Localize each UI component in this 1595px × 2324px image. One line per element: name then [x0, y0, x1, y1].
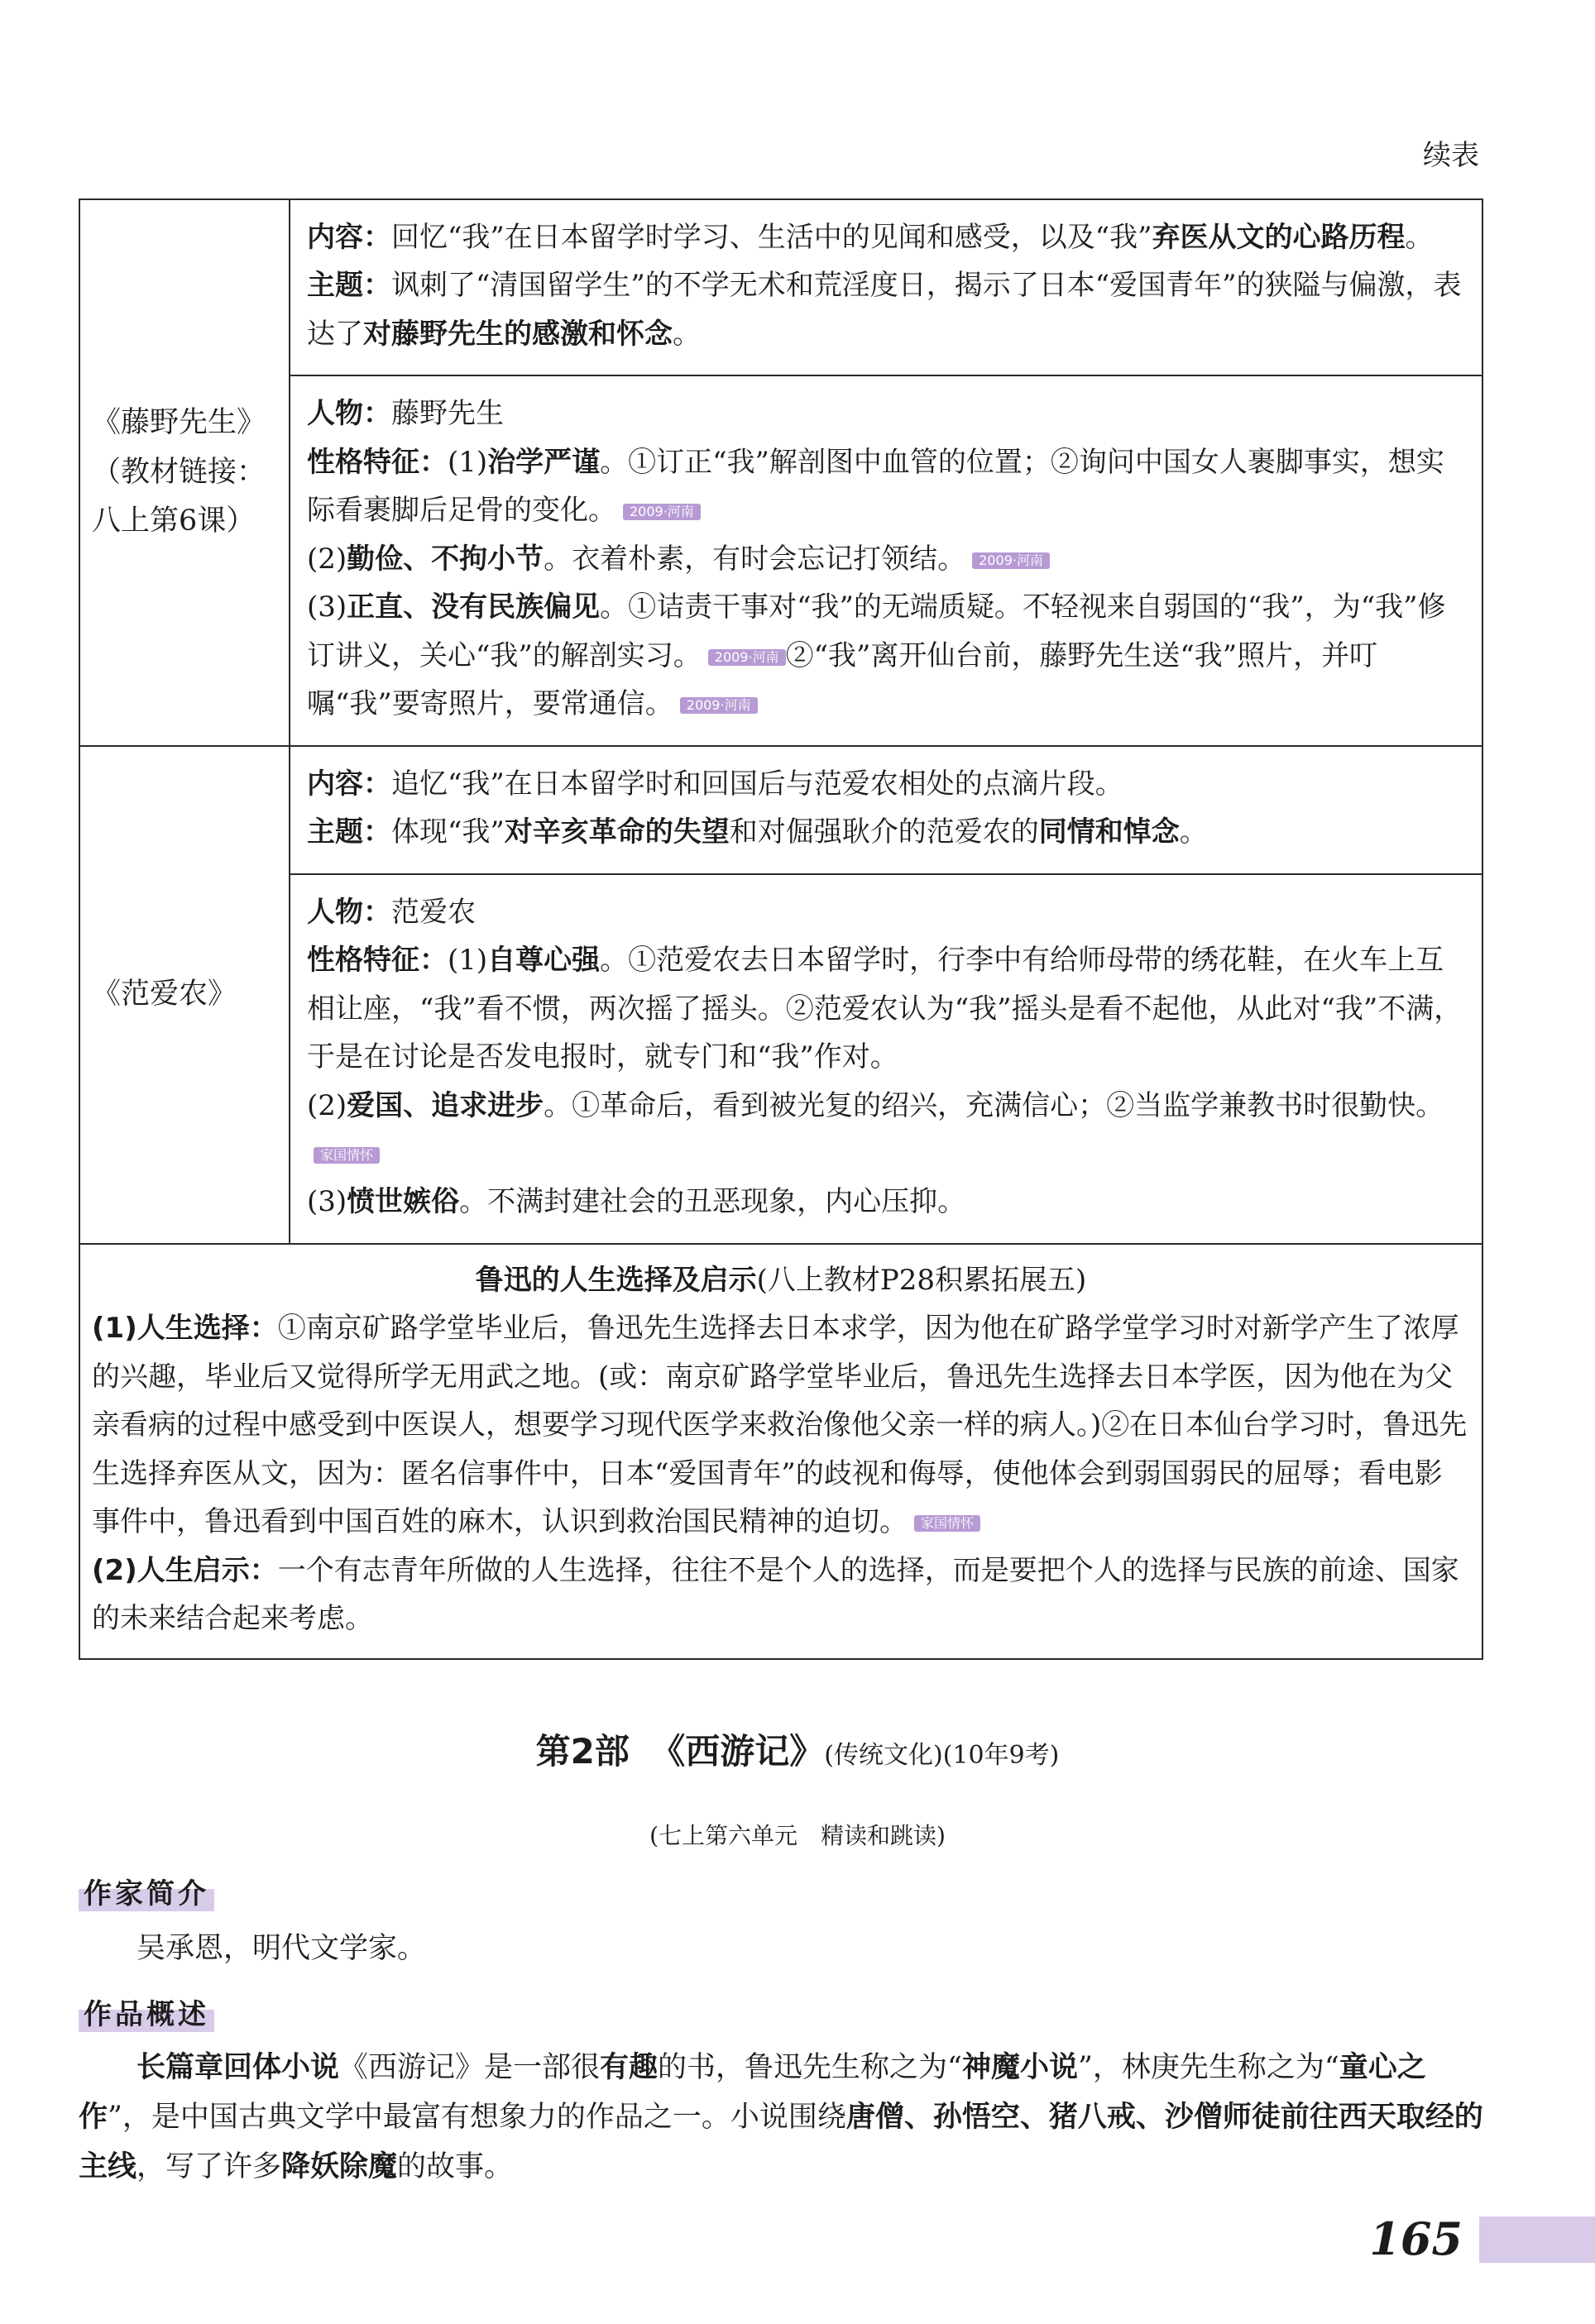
table-row-fan-ainong	[80, 745, 1482, 1243]
character-block: 人物：藤野先生 性格特征：(1)治学严谨。①订正“我”解剖图中血管的位置；②询问中国女人裹脚事实，想实际看裹脚后足骨的变化。 2009·河南 (2)勤俭、不拘小节。衣着朴素，有时会忘记打领结。 2009·河南 (3)正直、没有民族偏见。①诘责干事对“我”的无端质疑。不轻视来自弱国的“我”，为“我”修订讲义，关心“我”的解剖实习。 2009·河南 ②“我”离开仙台前，藤野先生送“我”照片，并叮嘱“我”要寄照片，要常通信。 2009·河南	[290, 375, 1482, 744]
reading-notes-table	[79, 198, 1483, 1660]
life-choices-summary: 鲁迅的人生选择及启示(八上教材P28积累拓展五) (1)人生选择：①南京矿路学堂毕业后，鲁迅先生选择去日本求学，因为他在矿路学堂学习时对新学产生了浓厚的兴趣，毕业后又觉得所学无用武之地。(或：南京矿路学堂毕业后，鲁迅先生选择去日本学医，因为他在为父亲看病的过程中感受到中医误人，想要学习现代医学来救治像他父亲一样的病人。)②在日本仙台学习时，鲁迅先生选择弃医从文，因为：匿名信事件中，日本“爱国青年”的歧视和侮辱，使他体会到弱国弱民的屈辱；看电影事件中，鲁迅看到中国百姓的麻木，认识到救治国民精神的迫切。 家国情怀 (2)人生启示：一个有志青年所做的人生选择，往往不是个人的选择，而是要把个人的选择与民族的前途、国家的未来结合起来考虑。	[80, 1243, 1482, 1658]
chapter-exam-count: (10年9考)	[942, 1741, 1060, 1770]
page-number: 165	[1369, 2212, 1463, 2265]
summary-heading-note: (八上教材P28积累拓展五)	[756, 1263, 1087, 1297]
exam-tag: 2009·河南	[623, 504, 701, 520]
work-title-fujino: 《藤野先生》（教材链接：八上第6课）	[80, 200, 290, 745]
table-row-fujino	[80, 200, 1482, 745]
summary-heading: 鲁迅的人生选择及启示	[475, 1263, 757, 1297]
overview-text: 长篇章回体小说《西游记》是一部很有趣的书，鲁迅先生称之为“神魔小说”，林庚先生称之为“童心之作”，是中国古典文学中最富有想象力的作品之一。小说围绕唐僧、孙悟空、猪八戒、沙僧师徒前往西天取经的主线，写了许多降妖除魔的故事。	[79, 2051, 1483, 2184]
chapter-title: 《西游记》	[650, 1731, 825, 1772]
exam-tag: 2009·河南	[680, 697, 758, 714]
chapter-heading	[0, 1724, 1595, 1774]
section-label-overview: 作品概述	[79, 1992, 214, 2032]
theme-tag: 家国情怀	[314, 1147, 380, 1164]
exam-tag: 2009·河南	[972, 552, 1050, 569]
exam-tag: 2009·河南	[708, 649, 786, 666]
unit-note: (七上第六单元 精读和跳读)	[649, 1822, 946, 1849]
section-label-author: 作家简介	[79, 1871, 214, 1911]
content-theme-block: 内容：追忆“我”在日本留学时和回国后与范爱农相处的点滴片段。 主题：体现“我”对辛亥革命的失望和对倔强耿介的范爱农的同情和悼念。	[307, 767, 1208, 849]
work-title-fan-ainong: 《范爱农》	[80, 747, 290, 1243]
author-intro-text: 吴承恩，明代文学家。	[137, 1932, 427, 1965]
character-block: 人物：范爱农 性格特征：(1)自尊心强。①范爱农去日本留学时，行李中有给师母带的绣花鞋，在火车上互相让座，“我”看不惯，两次摇了摇头。②范爱农认为“我”摇头是看不起他，从此对“我”不满，于是在讨论是否发电报时，就专门和“我”作对。 (2)爱国、追求进步。①革命后，看到被光复的绍兴，充满信心；②当监学兼教书时很勤快。家国情怀 (3)愤世嫉俗。不满封建社会的丑恶现象，内心压抑。	[290, 873, 1482, 1243]
chapter-category: (传统文化)	[824, 1741, 943, 1770]
page-edge-tab	[1479, 2216, 1595, 2263]
continued-label: 续表	[1423, 139, 1479, 172]
theme-tag: 家国情怀	[914, 1515, 980, 1532]
chapter-label: 第2部	[535, 1731, 630, 1772]
content-theme-block: 内容：回忆“我”在日本留学时学习、生活中的见闻和感受，以及“我”弃医从文的心路历程。 主题：讽刺了“清国留学生”的不学无术和荒淫度日，揭示了日本“爱国青年”的狭隘与偏激，表达了对藤野先生的感激和怀念。	[307, 221, 1462, 351]
